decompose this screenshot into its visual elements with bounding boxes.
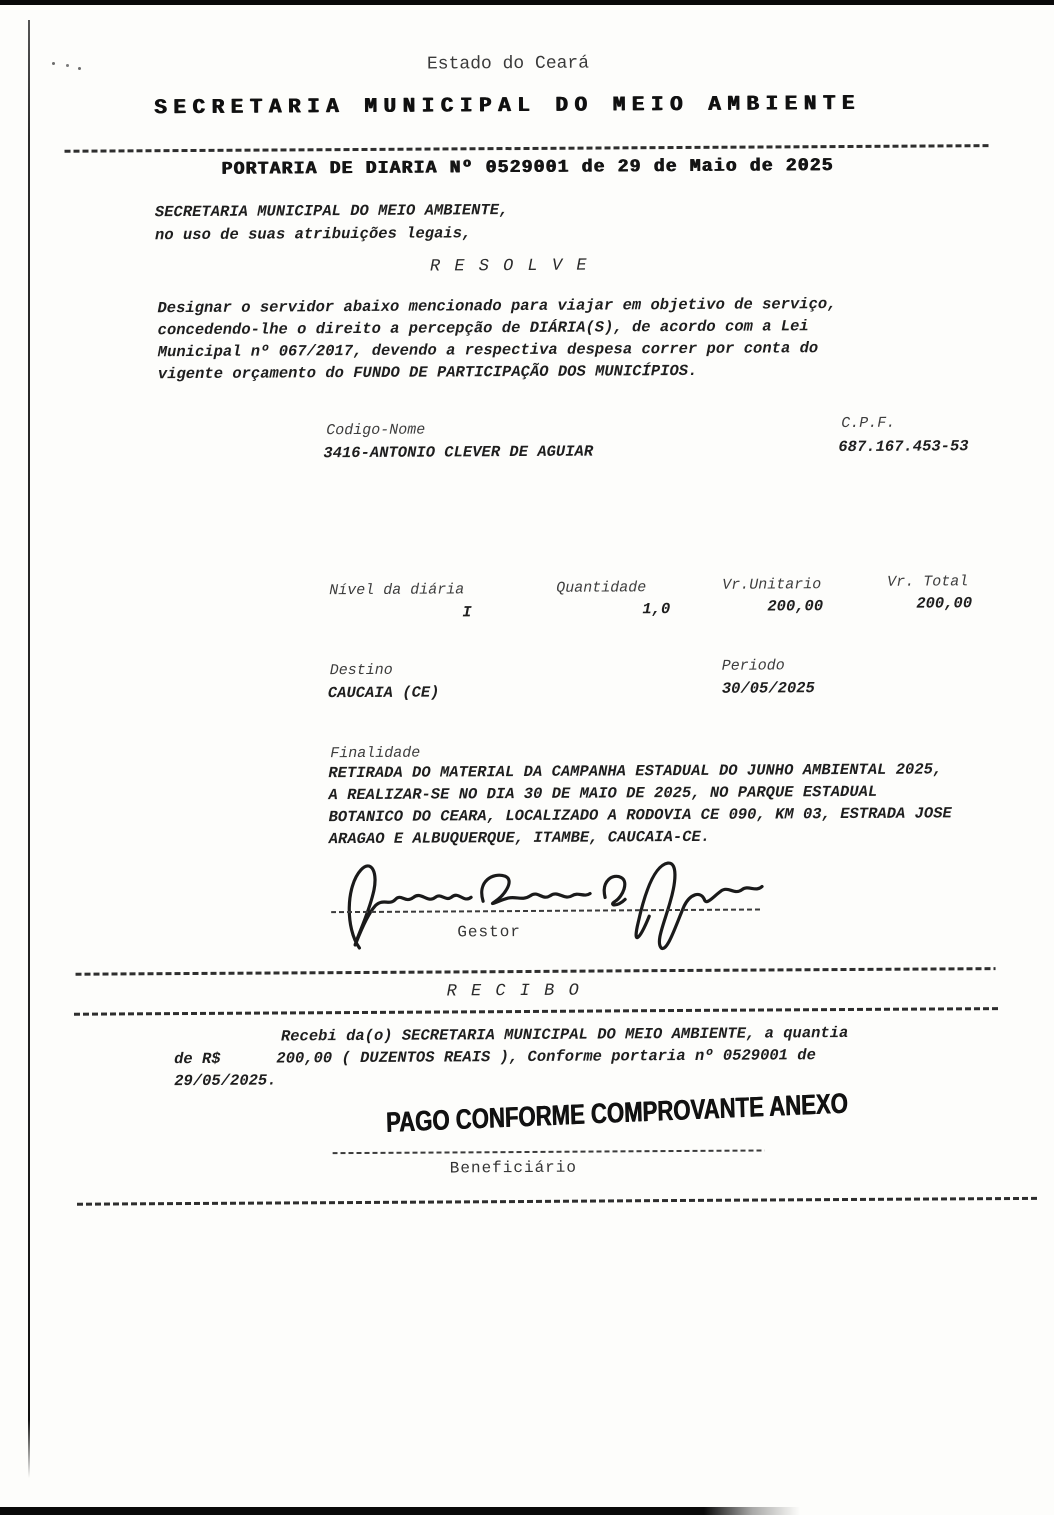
diaria-header-vr-unitario: Vr.Unitario <box>722 576 822 594</box>
divider-recibo-bottom <box>74 1007 999 1016</box>
diaria-header-nivel: Nível da diária <box>329 581 465 600</box>
preamble-line-2: no uso de suas atribuições legais, <box>154 224 472 245</box>
destino-value: CAUCAIA (CE) <box>327 683 440 703</box>
diaria-value-vr-unitario: 200,00 <box>767 597 824 616</box>
body-line-3: Municipal nº 067/2017, devendo a respectiva despesa correr por conta do <box>157 339 819 362</box>
diaria-header-vr-total: Vr. Total <box>887 573 969 591</box>
divider-header <box>65 144 990 153</box>
beneficiario-line <box>333 1150 765 1155</box>
body-line-2: concedendo-lhe o direito a percepção de DIÁRIA(S), de acordo com a Lei <box>157 317 809 340</box>
recibo-line-2: de R$ 200,00 ( DUZENTOS REAIS ), Conforme portaria nº 0529001 de <box>174 1046 816 1069</box>
recibo-line-3: 29/05/2025. <box>174 1071 277 1091</box>
diaria-value-vr-total: 200,00 <box>916 594 973 613</box>
finalidade-line-2: A REALIZAR-SE NO DIA 30 DE MAIO DE 2025, NO PARQUE ESTADUAL <box>328 782 878 805</box>
scan-edge-bottom <box>0 1507 800 1515</box>
divider-footer <box>77 1197 1039 1206</box>
diaria-value-nivel: I <box>462 603 472 622</box>
cpf-value: 687.167.453-53 <box>838 437 969 457</box>
periodo-label: Periodo <box>721 657 785 675</box>
portaria-title: PORTARIA DE DIARIA Nº 0529001 de 29 de Maio de 2025 <box>221 156 834 180</box>
finalidade-label: Finalidade <box>330 744 421 763</box>
recibo-heading: R E C I B O <box>446 981 581 1002</box>
periodo-value: 30/05/2025 <box>721 679 815 698</box>
state-header: Estado do Ceará <box>426 53 590 75</box>
paid-stamp: PAGO CONFORME COMPROVANTE ANEXO <box>385 1087 849 1139</box>
gestor-label: Gestor <box>457 922 521 942</box>
diaria-value-quantidade: 1,0 <box>642 600 671 619</box>
cpf-label: C.P.F. <box>841 414 896 433</box>
resolve-heading: R E S O L V E <box>429 256 589 277</box>
diaria-header-quantidade: Quantidade <box>556 579 647 597</box>
finalidade-line-1: RETIRADA DO MATERIAL DA CAMPANHA ESTADUAL DO JUNHO AMBIENTAL 2025, <box>328 760 943 783</box>
finalidade-line-3: BOTANICO DO CEARA, LOCALIZADO A RODOVIA CE 090, KM 03, ESTRADA JOSE <box>328 804 952 827</box>
recibo-line-1: Recebi da(o) SECRETARIA MUNICIPAL DO MEIO AMBIENTE, a quantia <box>280 1024 849 1046</box>
signature-scribble <box>331 853 782 956</box>
codigo-nome-label: Codigo-Nome <box>326 421 426 440</box>
preamble-line-1: SECRETARIA MUNICIPAL DO MEIO AMBIENTE, <box>154 201 509 222</box>
secretaria-header: SECRETARIA MUNICIPAL DO MEIO AMBIENTE <box>154 92 862 121</box>
codigo-nome-value: 3416-ANTONIO CLEVER DE AGUIAR <box>323 442 594 463</box>
beneficiario-label: Beneficiário <box>449 1158 578 1178</box>
finalidade-line-4: ARAGAO E ALBUQUERQUE, ITAMBE, CAUCAIA-CE. <box>328 827 711 849</box>
divider-recibo-top <box>76 967 996 976</box>
body-line-1: Designar o servidor abaixo mencionado para viajar em objetivo de serviço, <box>157 295 837 318</box>
body-line-4: vigente orçamento do FUNDO DE PARTICIPAÇÃO DOS MUNICÍPIOS. <box>157 361 698 384</box>
destino-label: Destino <box>329 661 393 680</box>
